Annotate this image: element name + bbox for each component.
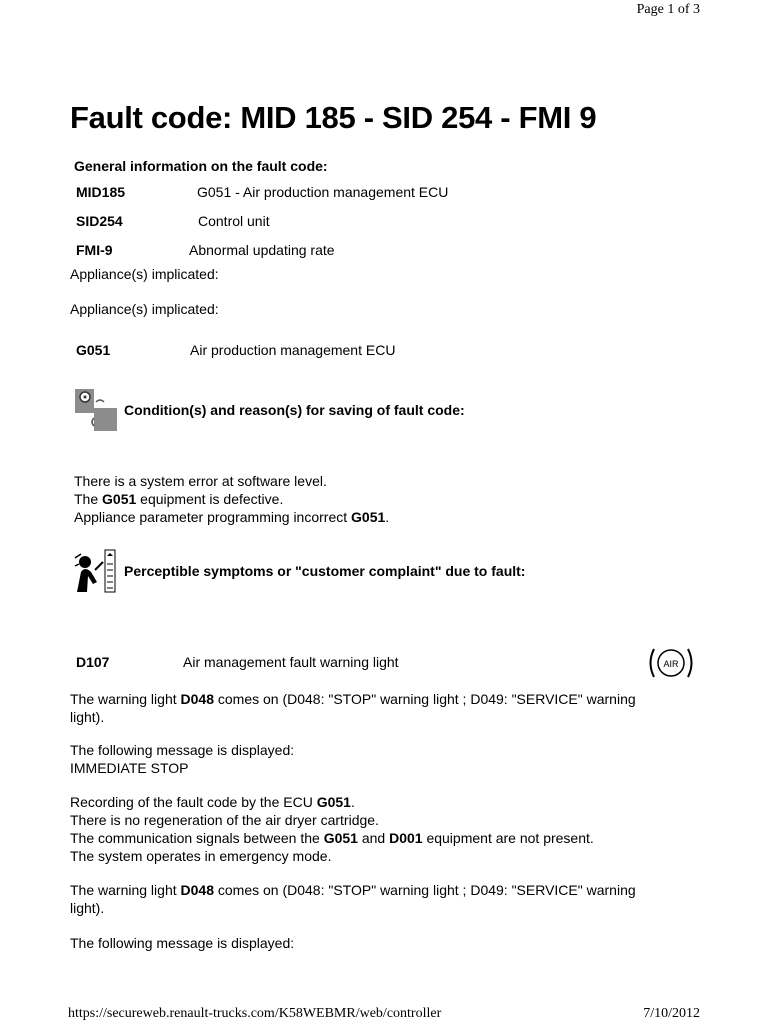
page-title: Fault code: MID 185 - SID 254 - FMI 9 [70, 100, 597, 135]
warning-light-code: D107 [76, 654, 110, 670]
appliance-desc: Air production management ECU [190, 342, 396, 358]
paragraph-recording [70, 793, 710, 865]
fmi-code: FMI-9 [76, 242, 113, 258]
mid-desc: G051 - Air production management ECU [197, 184, 449, 200]
paragraph-line: There is no regeneration of the air dryer cartridge. [70, 812, 379, 828]
conditions-heading: Condition(s) and reason(s) for saving of fault code: [124, 402, 465, 418]
air-icon-label: AIR [663, 659, 679, 669]
conditions-line: Appliance parameter programming incorrect G051. [74, 509, 390, 525]
conditions-line: The G051 equipment is defective. [74, 491, 284, 507]
paragraph-line: The following message is displayed: [70, 935, 295, 951]
symptoms-heading: Perceptible symptoms or "customer complaint" due to fault: [124, 563, 526, 579]
paragraph-warning-light-2 [70, 881, 710, 917]
appliances-label: Appliance(s) implicated: [70, 266, 219, 282]
paragraph-line: light). [70, 709, 105, 725]
sid-code: SID254 [76, 213, 123, 229]
appliance-code: G051 [76, 342, 111, 358]
paragraph-line: Recording of the fault code by the ECU G051. [70, 794, 355, 810]
general-info-heading: General information on the fault code: [74, 158, 328, 174]
paragraph-line: The warning light D048 comes on (D048: "STOP" warning light ; D049: "SERVICE" warning [70, 691, 636, 707]
page-number: Page 1 of 3 [636, 2, 700, 17]
air-warning-light-icon [648, 646, 694, 680]
paragraph-line: light). [70, 900, 105, 916]
conditions-text [74, 472, 714, 526]
paragraph-line: The system operates in emergency mode. [70, 848, 332, 864]
appliances-label: Appliance(s) implicated: [70, 301, 219, 317]
paragraph-message [70, 741, 710, 777]
fmi-desc: Abnormal updating rate [189, 242, 335, 258]
paragraph-line: The communication signals between the G051 and D001 equipment are not present. [70, 830, 594, 846]
mid-code: MID185 [76, 184, 126, 200]
paragraph-line: The following message is displayed: [70, 742, 295, 758]
driver-complaint-icon [73, 548, 117, 594]
sid-desc: Control unit [198, 213, 270, 229]
paragraph-line: The warning light D048 comes on (D048: "STOP" warning light ; D049: "SERVICE" warning [70, 882, 636, 898]
paragraph-message-2 [70, 934, 710, 952]
footer-date: 7/10/2012 [643, 1006, 700, 1021]
immediate-stop-message: IMMEDIATE STOP [70, 760, 189, 776]
warning-light-desc: Air management fault warning light [183, 654, 399, 670]
conditions-line: There is a system error at software level. [74, 473, 327, 489]
footer-url: https://secureweb.renault-trucks.com/K58WEBMR/web/controller [68, 1006, 442, 1021]
diagnostic-puzzle-icon [74, 388, 118, 432]
paragraph-warning-light [70, 690, 710, 726]
